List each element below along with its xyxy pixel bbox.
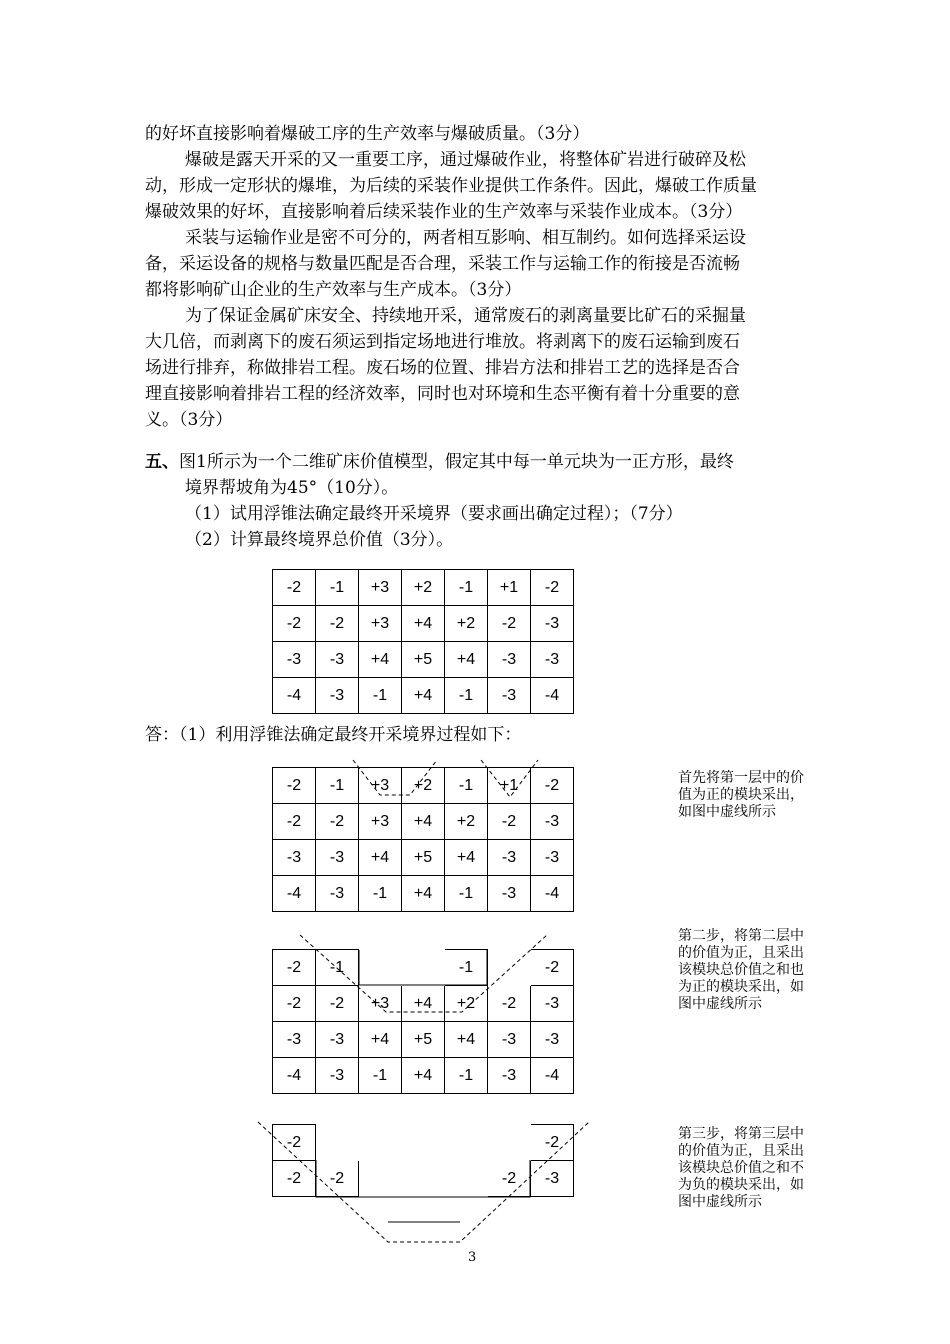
paragraph-line: 爆破效果的好坏，直接影响着后续采装作业的生产效率与采装作业成本。（3分） [145,202,743,222]
question-number: 五、 [145,452,179,472]
grid-cell: +4 [445,1022,488,1058]
grid-cell: +4 [359,1022,402,1058]
grid-cell: -4 [531,1058,574,1094]
paragraph-line: 备，采运设备的规格与数量匹配是否合理，采装工作与运输工作的衔接是否流畅 [145,254,740,274]
grid-cell: -3 [316,1058,359,1094]
grid-cell: -3 [316,840,359,876]
answer-intro: 答：（1）利用浮锥法确定最终开采境界过程如下： [145,725,522,745]
paragraph-line: 的好坏直接影响着爆破工序的生产效率与爆破质量。（3分） [145,124,590,144]
grid-cell: -2 [273,570,316,606]
grid-cell: -3 [488,642,531,678]
grid-cell: -1 [316,768,359,804]
step3-note: 第三步，将第三层中的价值为正，且采出该模块总价值之和不为负的模块采出，如图中虚线所示 [678,1126,804,1210]
grid-cell: -2 [531,950,574,986]
grid-cell: -1 [445,570,488,606]
grid-cell: -2 [273,986,316,1022]
grid-cell: -2 [273,606,316,642]
grid-cell: -4 [531,678,574,714]
grid-cell: -3 [273,642,316,678]
paragraph-line: 场进行排弃，称做排岩工程。废石场的位置、排岩方法和排岩工艺的选择是否合 [145,358,740,378]
step1-cone-left [353,760,437,795]
grid-cell: +1 [488,570,531,606]
grid-cell: -3 [531,642,574,678]
grid-cell: -3 [531,1161,574,1197]
grid-cell: +4 [445,840,488,876]
question-line-2: 境界帮坡角为45°（10分）。 [185,478,399,498]
grid-cell: -2 [273,768,316,804]
step2-cone [300,935,547,1012]
grid-cell: -3 [488,876,531,912]
grid-cell: +3 [359,768,402,804]
grid-cell: -4 [273,1058,316,1094]
grid-cell: -1 [316,950,359,986]
grid-cell: -1 [445,768,488,804]
grid-cell: -3 [488,1022,531,1058]
grid-cell: +5 [402,642,445,678]
grid-cell: -2 [488,986,531,1022]
grid-cell: -3 [531,840,574,876]
grid-cell: -2 [273,1161,316,1197]
grid-cell: -1 [445,876,488,912]
grid-cell: -3 [531,1022,574,1058]
step1-cone-right [481,760,538,797]
grid-cell: -1 [445,1058,488,1094]
grid-cell: -2 [488,804,531,840]
paragraph-line: 为了保证金属矿床安全、持续地开采，通常废石的剥离量要比矿石的采掘量 [185,306,746,326]
paragraph-line: 理直接影响着排岩工程的经济效率，同时也对环境和生态平衡有着十分重要的意 [145,384,740,404]
grid-cell: -4 [273,876,316,912]
grid-cell: +4 [402,986,445,1022]
paragraph-line: 采装与运输作业是密不可分的，两者相互影响、相互制约。如何选择采运设 [185,228,746,248]
grid-cell: -1 [316,570,359,606]
grid-cell: +4 [445,642,488,678]
paragraph-line: 大几倍，而剥离下的废石须运到指定场地进行堆放。将剥离下的废石运输到废石 [145,332,740,352]
grid-cell: -3 [273,840,316,876]
grid-cell: +4 [402,804,445,840]
grid-cell: +5 [402,840,445,876]
grid-cell: -4 [273,678,316,714]
grid-cell: +2 [402,768,445,804]
grid-cell: -3 [316,1022,359,1058]
grid-cell: -2 [273,804,316,840]
grid-cell: +4 [402,876,445,912]
grid-cell: +4 [402,678,445,714]
page-number: 3 [468,1250,477,1265]
grid-cell: -3 [316,642,359,678]
grid-cell: +4 [359,840,402,876]
step2-pit-outline [359,950,487,985]
grid-cell: -2 [531,570,574,606]
grid-cell: -1 [359,876,402,912]
grid-cell: -2 [273,1125,316,1161]
grid-cell: -1 [359,678,402,714]
grid-cell: -3 [316,678,359,714]
grid-cell: -3 [316,876,359,912]
grid-cell: -3 [531,606,574,642]
grid-cell: +4 [359,642,402,678]
grid-cell: +4 [402,606,445,642]
grid-cell: -2 [488,606,531,642]
paragraph-line: 爆破是露天开采的又一重要工序，通过爆破作业，将整体矿岩进行破碎及松 [185,150,746,170]
grid-cell: -2 [316,606,359,642]
grid-cell: -2 [488,1161,531,1197]
grid-cell: -2 [531,768,574,804]
step2-note: 第二步，将第二层中的价值为正，且采出该模块总价值之和也为正的模块采出，如图中虚线所示 [678,928,804,1012]
grid-cell: -4 [531,876,574,912]
grid-cell: -1 [359,1058,402,1094]
grid-cell: +2 [445,804,488,840]
grid-cell: +5 [402,1022,445,1058]
grid-cell: -3 [531,804,574,840]
grid-cell: +2 [445,606,488,642]
paragraph-line: 都将影响矿山企业的生产效率与生产成本。（3分） [145,280,522,300]
grid-cell: +2 [445,986,488,1022]
grid-cell: -2 [316,804,359,840]
step3-pit-outline [316,1160,530,1197]
question-sub-2: （2）计算最终境界总价值（3分）。 [185,530,454,550]
grid-cell: +1 [488,768,531,804]
grid-cell: +3 [359,570,402,606]
paragraph-line: 动，形成一定形状的爆堆，为后续的采装作业提供工作条件。因此，爆破工作质量 [145,176,757,196]
grid-cell: -1 [445,950,488,986]
grid-cell: -3 [488,840,531,876]
paragraph-line: 义。（3分） [145,410,233,430]
step1-note: 首先将第一层中的价值为正的模块采出，如图中虚线所示 [678,770,804,820]
grid-cell: -2 [316,1161,359,1197]
grid-cell: -2 [316,986,359,1022]
step3-cone [258,1122,589,1242]
grid-cell: -2 [531,1125,574,1161]
grid-cell: -3 [488,1058,531,1094]
question-sub-1: （1）试用浮锥法确定最终开采境界（要求画出确定过程）；（7分） [185,504,683,524]
grid-cell: +3 [359,606,402,642]
grid-cell: -3 [531,986,574,1022]
grid-cell: +4 [402,1058,445,1094]
grid-cell: -1 [445,678,488,714]
grid-cell: -2 [273,950,316,986]
grid-cell: -3 [488,678,531,714]
grid-cell: +3 [359,804,402,840]
question-text: 图1所示为一个二维矿床价值模型，假定其中每一单元块为一正方形，最终 [179,452,734,472]
grid-cell: +2 [402,570,445,606]
grid-cell: +3 [359,986,402,1022]
grid-cell: -3 [273,1022,316,1058]
